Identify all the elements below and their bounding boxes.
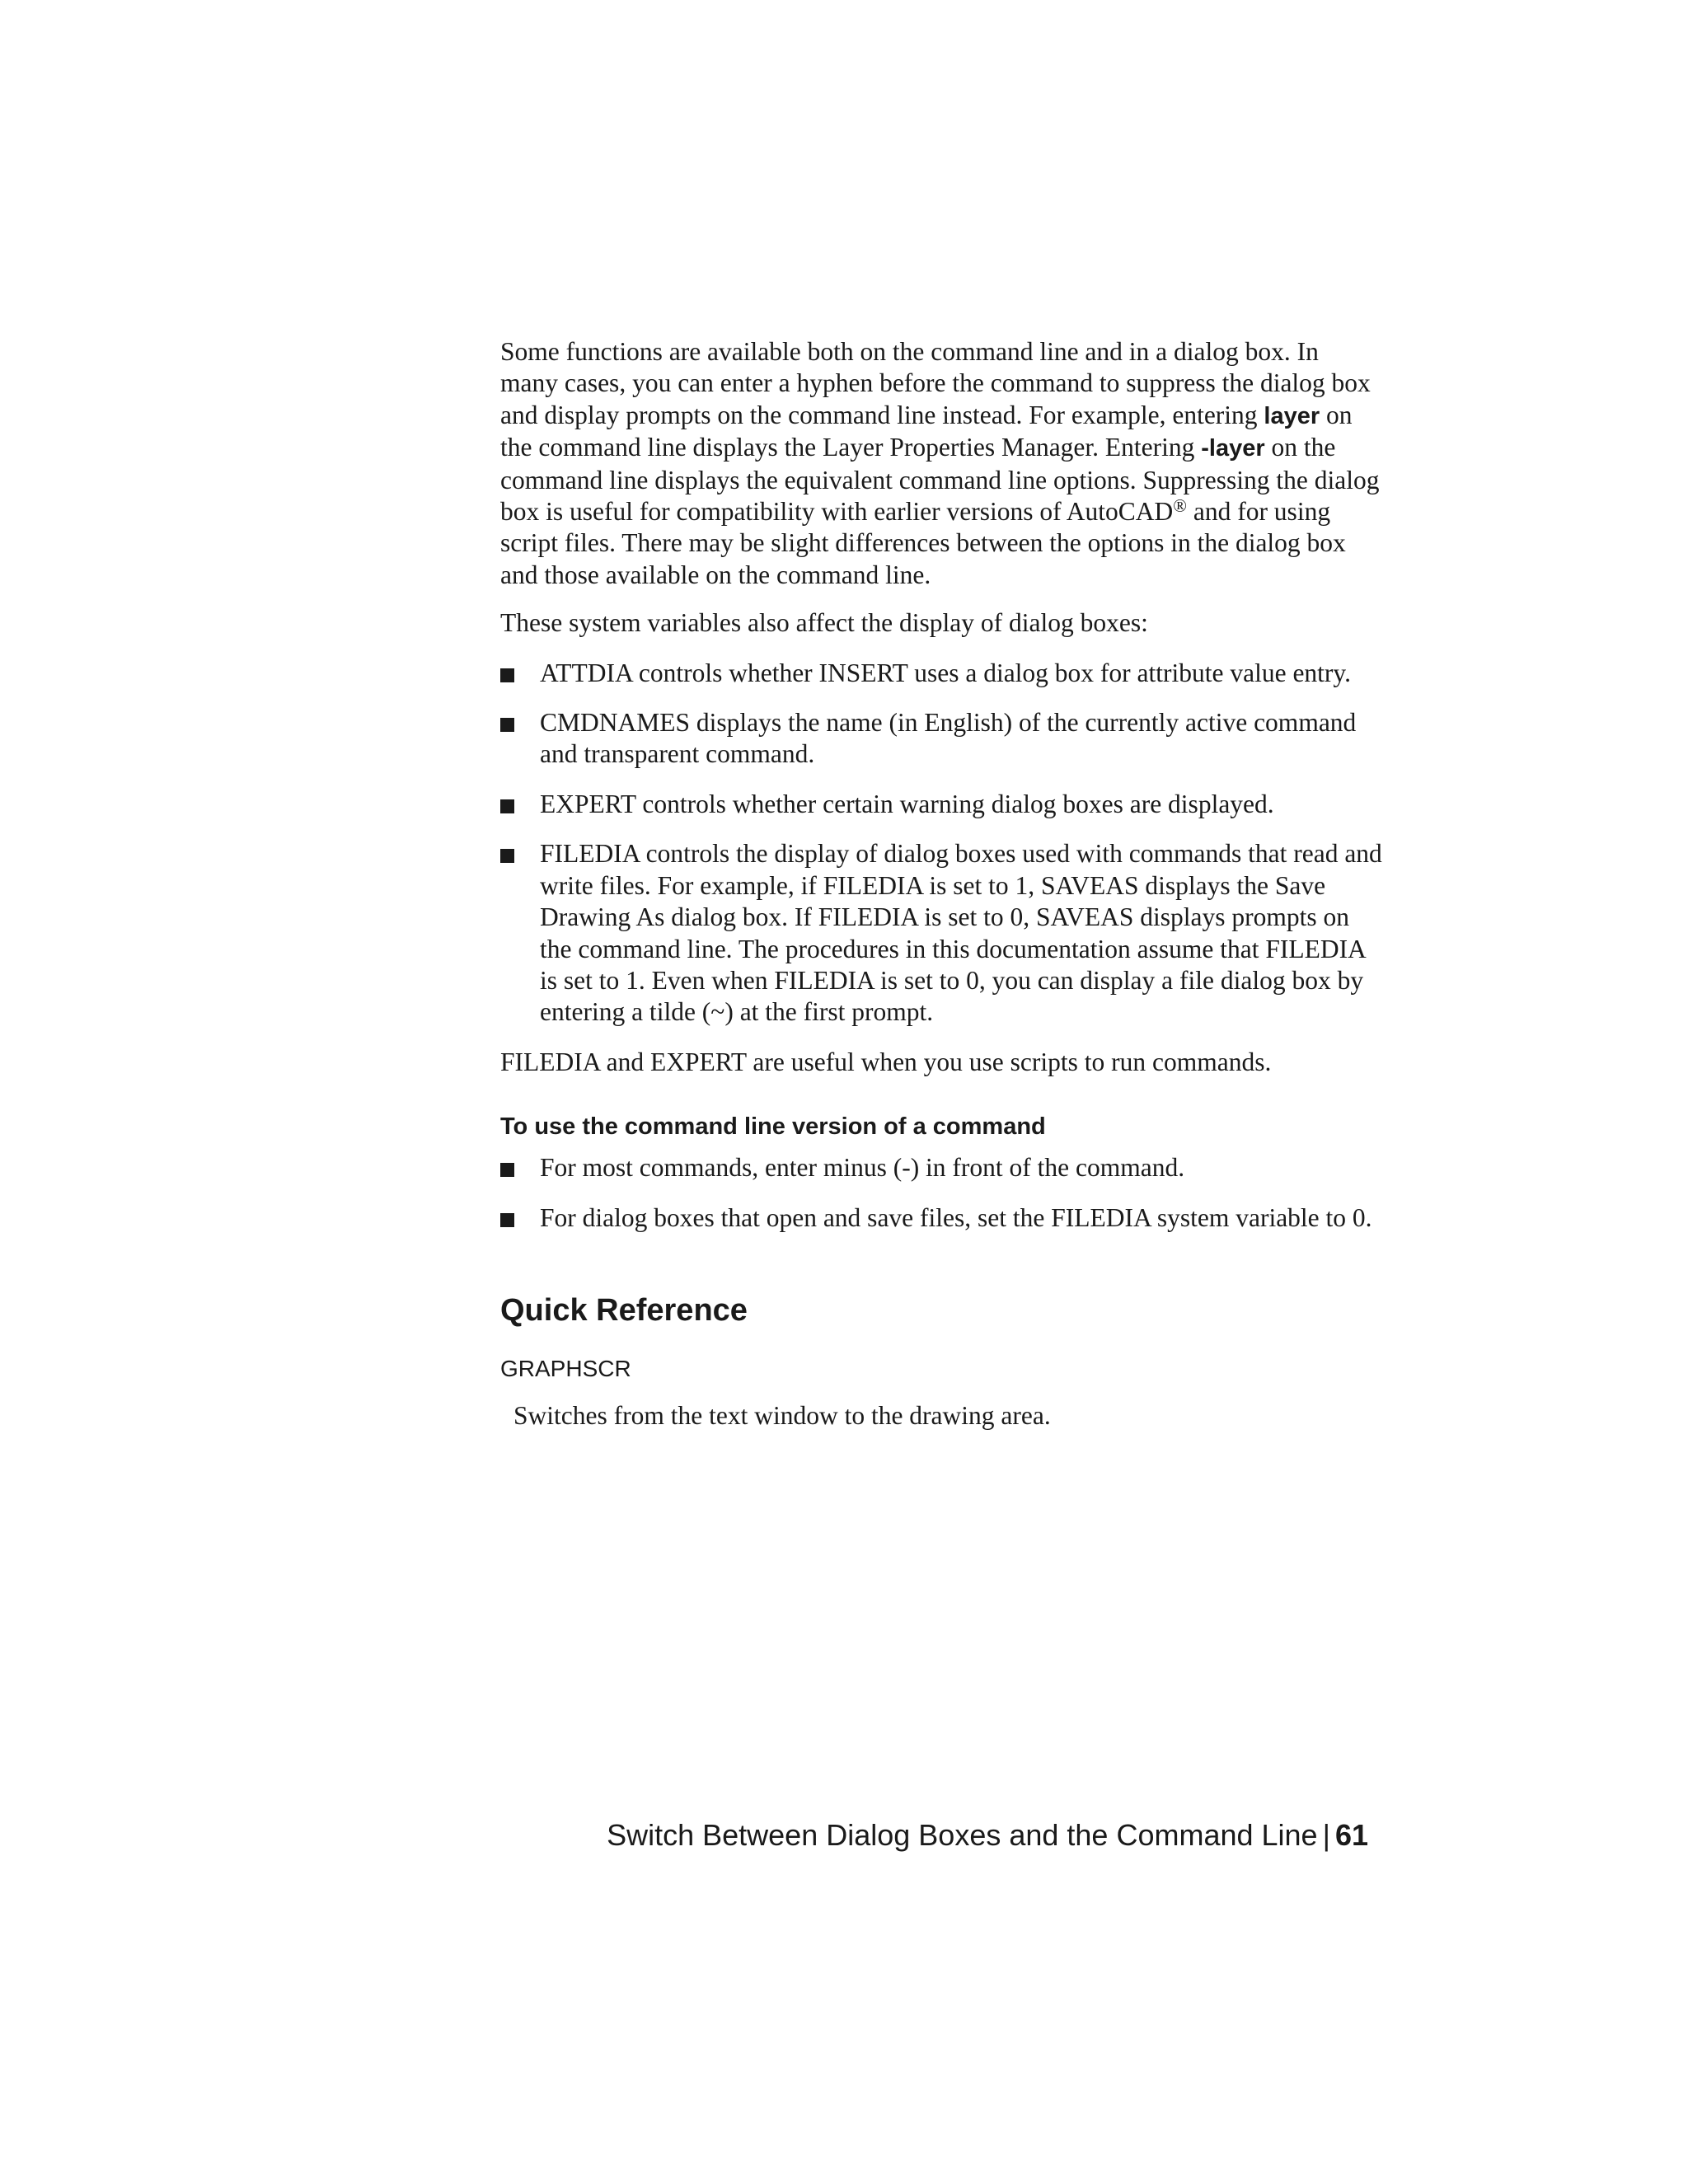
bullet-square-icon [500, 799, 514, 813]
intro-text-1: Some functions are available both on the command line and in a dialog box. In many cases, you can enter a hyphen before the command to suppress the dialog box and display prompts on the command line instead. For example, entering [500, 337, 1371, 429]
list-item-text: For most commands, enter minus (-) in front of the command. [540, 1153, 1185, 1183]
list-item-text: EXPERT controls whether certain warning dialog boxes are displayed. [540, 789, 1274, 818]
list-item-text: For dialog boxes that open and save files, set the FILEDIA system variable to 0. [540, 1202, 1372, 1232]
command-term: GRAPHSCR [500, 1355, 631, 1381]
list-item-text: ATTDIA controls whether INSERT uses a dialog box for attribute value entry. [540, 658, 1352, 687]
bullet-square-icon [500, 718, 514, 732]
quick-reference-heading: Quick Reference [500, 1292, 748, 1328]
bullet-square-icon [500, 849, 514, 863]
command-description: Switches from the text window to the drawing area. [513, 1400, 1051, 1430]
keyword-layer: layer [1264, 402, 1320, 429]
page-footer [607, 1817, 1368, 1854]
list-item [500, 789, 1382, 820]
list-item-text: CMDNAMES displays the name (in English) of the currently active command and transparent command. [540, 708, 1357, 769]
footer-separator: | [1322, 1818, 1330, 1852]
list-item [500, 1202, 1382, 1234]
list-item [500, 658, 1382, 689]
list-item-text: FILEDIA controls the display of dialog boxes used with commands that read and write files. For example, if FILEDIA is set to 1, SAVEAS displays the Save Drawing As dialog box. If FILEDIA is set to 0, SAVEAS displays prompts on the command line. The procedures in this documentation assume that FILEDIA is set to 1. Even when FILEDIA is set to 0, you can display a file dialog box by entering a tilde (~) at the first prompt. [540, 839, 1382, 1027]
bullet-square-icon [500, 668, 514, 682]
sysvars-intro: These system variables also affect the display of dialog boxes: [500, 608, 1148, 638]
procedure-steps [500, 1152, 1382, 1234]
procedure-heading: To use the command line version of a command [500, 1113, 1046, 1141]
keyword-dash-layer: -layer [1201, 435, 1265, 462]
intro-paragraph [500, 336, 1382, 591]
registered-mark: ® [1173, 495, 1187, 517]
page-number: 61 [1334, 1818, 1368, 1852]
bullet-square-icon [500, 1213, 514, 1227]
sysvar-list [500, 658, 1382, 1029]
intro-text-4: and for using script files. There may be slight differences between the options in the dialog box and those available on the command line. [500, 497, 1346, 589]
list-item [500, 707, 1382, 771]
footer-section-title: Switch Between Dialog Boxes and the Command Line [607, 1818, 1318, 1852]
intro-text-3: on the command line displays the equivalent command line options. Suppressing the dialog box is useful for compatibility with earlier versions of AutoCAD [500, 433, 1380, 527]
intro-text-2: on the command line displays the Layer Properties Manager. Entering [500, 400, 1353, 462]
bullet-square-icon [500, 1163, 514, 1177]
list-item [500, 838, 1382, 1028]
page-content [500, 336, 1382, 1432]
list-item [500, 1152, 1382, 1183]
scripts-note: FILEDIA and EXPERT are useful when you use scripts to run commands. [500, 1047, 1272, 1076]
